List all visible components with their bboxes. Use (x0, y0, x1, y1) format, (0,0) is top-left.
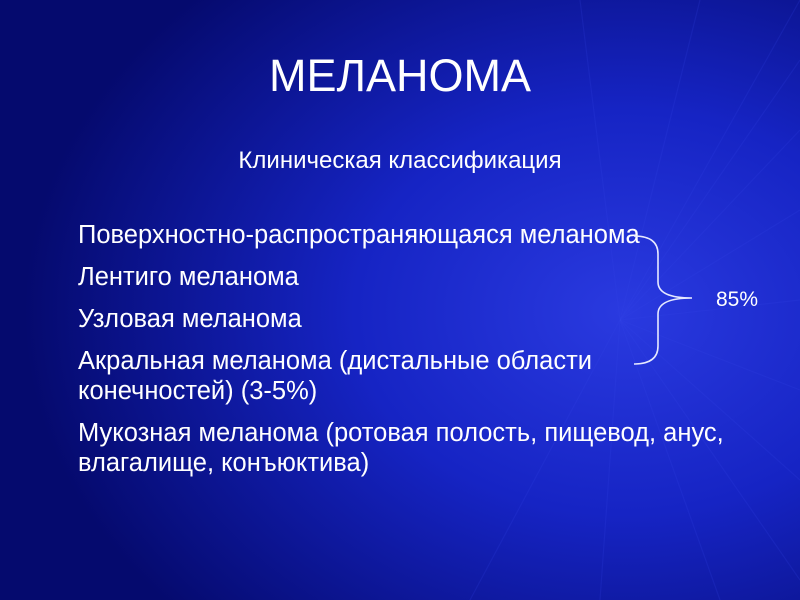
curly-brace-icon (630, 230, 700, 370)
list-item-lentigo: Лентиго меланома (78, 263, 299, 291)
slide-title: МЕЛАНОМА (268, 50, 532, 101)
brace-percentage-label: 85% (716, 288, 759, 311)
list-item-acral: Акральная меланома (дистальные области конечностей) (3-5%) (78, 347, 592, 405)
list-item-mucosal: Мукозная меланома (ротовая полость, пищевод, анус, влагалище, конъюктива) (78, 419, 724, 477)
slide-subtitle: Клиническая классификация (238, 147, 562, 174)
list-item-nodular: Узловая меланома (78, 305, 302, 333)
list-item-superficial-spreading: Поверхностно-распространяющаяся меланома (78, 221, 640, 249)
